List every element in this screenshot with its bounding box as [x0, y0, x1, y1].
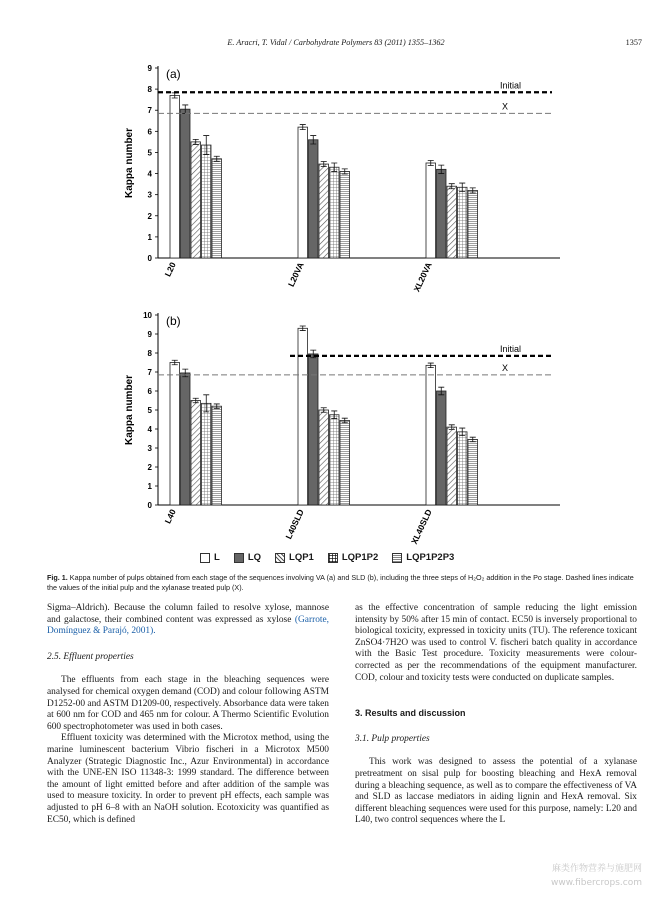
bar-lqp1-l40sld: [319, 410, 329, 505]
x-category-label: XL20VA: [411, 260, 434, 294]
x-category-label: L40SLD: [283, 507, 306, 541]
bar-lqp1p2p3-xl20va: [468, 190, 478, 258]
y-tick-label: 6: [147, 127, 152, 137]
left-column: [47, 603, 329, 826]
legend-item-lq: LQ: [234, 552, 261, 563]
figure-1: [90, 55, 570, 546]
x-category-label: L20: [162, 260, 178, 279]
y-tick-label: 3: [147, 190, 152, 200]
bar-lqp1p2-l40: [202, 403, 212, 505]
reference-line-label: Initial: [500, 80, 522, 91]
bar-lqp1p2p3-l40: [212, 406, 222, 505]
y-tick-label: 8: [147, 349, 152, 358]
legend-item-l: L: [200, 552, 220, 563]
running-head: E. Aracri, T. Vidal / Carbohydrate Polymers 83 (2011) 1355–1362: [227, 38, 445, 47]
y-tick-label: 0: [147, 254, 152, 263]
y-tick-label: 4: [147, 169, 152, 179]
y-axis-label: Kappa number: [124, 374, 135, 446]
page-number: 1357: [625, 38, 642, 47]
watermark: 麻类作物营养与施肥网 www.fibercrops.com: [551, 864, 642, 888]
bar-l-l20va: [298, 127, 308, 258]
left-paragraph-1: Sigma–Aldrich). Because the column failed to resolve xylose, mannose and galactose, their combined content was expressed as xylose (Garrote, Domínguez & Parajó, 2001).: [47, 603, 329, 637]
section-heading-3-1: 3.1. Pulp properties: [355, 733, 430, 744]
caption-text: Kappa number of pulps obtained from each stage of the sequences involving VA (a) and SLD (b), including the three steps of H₂O₂ addition in the Po stage. Dashed lines indicate the values of the initial pulp and the xylanase treated pulp (X).: [47, 573, 634, 592]
bar-lq-l40: [181, 373, 191, 505]
bar-l-xl40sld: [426, 365, 436, 505]
bar-lqp1p2-xl20va: [458, 187, 468, 258]
reference-line-label: X: [502, 101, 509, 112]
y-tick-label: 4: [147, 425, 152, 434]
y-tick-label: 2: [147, 463, 152, 472]
chart-panel-b: [90, 305, 570, 555]
bar-lq-l20: [181, 109, 191, 258]
y-tick-label: 9: [147, 330, 152, 339]
left-paragraph-3: Effluent toxicity was determined with the Microtox method, using the marine luminescent bacterium Vibrio fischeri in a Microtox M500 Analyzer (Strategic Diagnostic Inc., Azur Environmental) in accordance with the UNE-EN ISO 11348-3: 1999 standard. The difference between the amount of light emitted before and after addition of the sample was used to measure toxicity. In order to prevent pH effects, each sample was adjusted to pH 6–8 with an NaOH solution. Ecotoxicity was quantified as EC50, which is defined: [47, 733, 329, 825]
section-heading-3: 3. Results and discussion: [355, 708, 466, 719]
chart-legend: [200, 552, 454, 563]
y-tick-label: 1: [147, 232, 152, 242]
section-heading-2-5: 2.5. Effluent properties: [47, 651, 134, 662]
bar-lqp1p2-xl40sld: [458, 432, 468, 505]
y-tick-label: 8: [147, 85, 152, 95]
x-category-label: XL40SLD: [408, 507, 434, 546]
reference-line-label: Initial: [500, 343, 522, 354]
y-tick-label: 0: [147, 501, 152, 510]
legend-item-lqp1p2: LQP1P2: [328, 552, 378, 563]
bar-lq-l40sld: [309, 354, 319, 505]
bar-lqp1-l20va: [319, 164, 329, 258]
right-paragraph-1: as the effective concentration of sample reducing the light emission intensity by 50% after 15 min of contact. EC50 is inversely proportional to biological toxicity, expressed in toxicity units (TU). The reference toxicant ZnSO4·7H2O was used to control V. fischeri batch quality in accordance with the Basic Test procedure. Toxicity measurements were colour-corrected as per the recommendations of the equipment manufacturer. COD, colour and toxicity tests were conducted on duplicate samples.: [355, 603, 637, 683]
y-tick-label: 1: [147, 482, 152, 491]
y-tick-label: 2: [147, 211, 152, 221]
y-tick-label: 10: [143, 311, 152, 320]
y-tick-label: 3: [147, 444, 152, 453]
bar-lqp1-l40: [191, 401, 201, 506]
bar-lqp1p2p3-l20: [212, 159, 222, 258]
right-column: [355, 603, 637, 827]
bar-lqp1p2p3-xl40sld: [468, 439, 478, 505]
bar-lqp1p2-l20va: [330, 167, 340, 258]
y-tick-label: 6: [147, 387, 152, 396]
bar-lqp1p2p3-l40sld: [340, 420, 350, 505]
x-category-label: L40: [162, 507, 178, 526]
y-tick-label: 7: [147, 106, 152, 116]
right-paragraph-2: This work was designed to assess the potential of a xylanase pretreatment on sisal pulp for boosting bleaching and HexA removal during a bleaching sequence, as well as to compare the effectiveness of VA and SLD as laccase mediators in aiding lignin and HexA removal. Six different bleaching sequences were used for this purpose, namely: L20 and L40, two control sequences where the L: [355, 757, 637, 826]
bar-lq-xl20va: [437, 169, 447, 258]
panel-label: (b): [166, 314, 181, 328]
bar-lqp1p2p3-l20va: [340, 171, 350, 258]
caption-label: Fig. 1.: [47, 573, 68, 582]
legend-item-lqp1p2p3: LQP1P2P3: [392, 552, 454, 563]
y-axis-label: Kappa number: [124, 127, 135, 199]
bar-lqp1p2-l20: [202, 145, 212, 258]
bar-lqp1-xl20va: [447, 186, 457, 258]
bar-lq-xl40sld: [437, 391, 447, 505]
reference-line-label: X: [502, 362, 509, 373]
bar-l-xl20va: [426, 163, 436, 258]
bar-lq-l20va: [309, 140, 319, 258]
y-tick-label: 5: [147, 148, 152, 158]
bar-l-l40: [170, 363, 180, 506]
left-paragraph-2: The effluents from each stage in the bleaching sequences were analysed for chemical oxygen demand (COD) and colour following ASTM D1252-00 and ASTM D1209-00, respectively. Absorbance data were taken at 600 nm for COD and 465 nm for colour. A Thermo Scientific Evolution 600 spectrophotometer was used in both cases.: [47, 675, 329, 732]
y-tick-label: 7: [147, 368, 152, 377]
bar-lqp1-xl40sld: [447, 427, 457, 505]
chart-panel-a: [90, 55, 570, 300]
y-tick-label: 9: [147, 64, 152, 73]
legend-item-lqp1: LQP1: [275, 552, 314, 563]
bar-lqp1p2-l40sld: [330, 415, 340, 505]
figure-caption: [47, 573, 637, 593]
bar-l-l20: [170, 95, 180, 258]
citation-link[interactable]: (Garrote, Domínguez & Parajó, 2001).: [47, 614, 329, 637]
x-category-label: L20VA: [285, 260, 306, 289]
panel-label: (a): [166, 67, 181, 81]
y-tick-label: 5: [147, 406, 152, 415]
bar-lqp1-l20: [191, 142, 201, 258]
